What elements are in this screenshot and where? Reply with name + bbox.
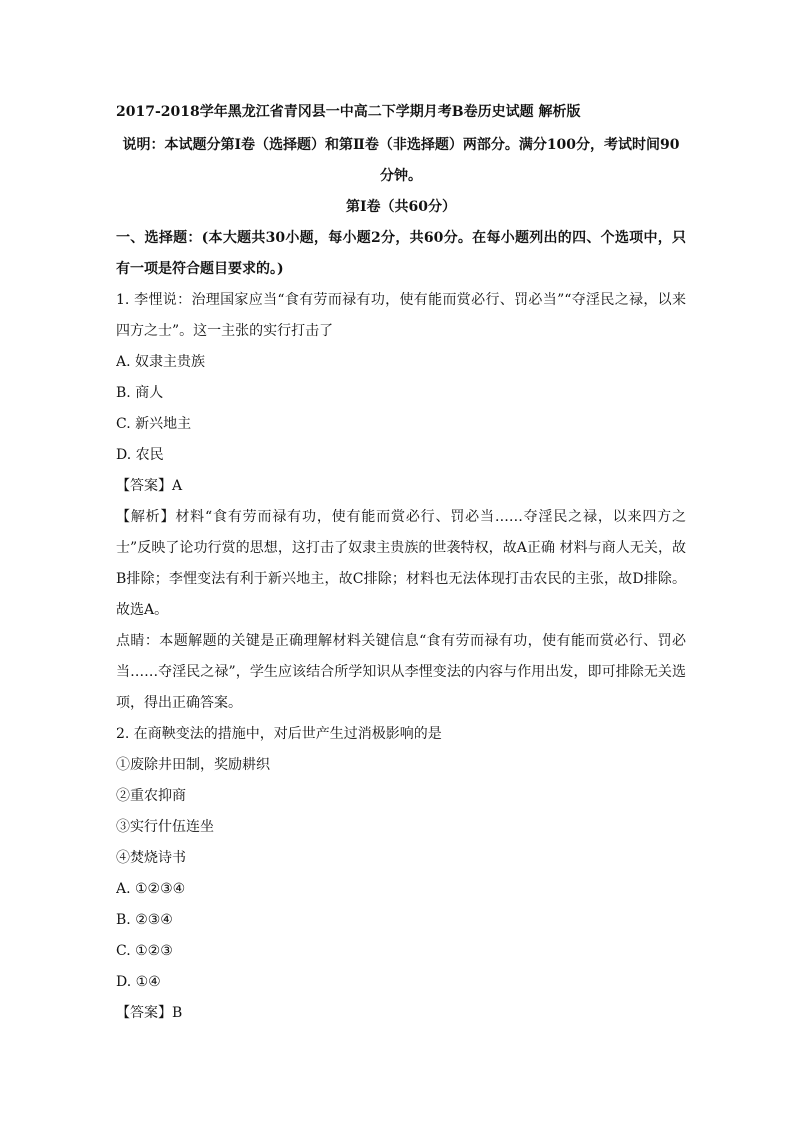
statement-3: ③实行什伍连坐 — [116, 819, 214, 835]
question-stem: 2. 在商鞅变法的措施中，对后世产生过消极影响的是 — [116, 726, 442, 742]
option-d: D. ①④ — [116, 974, 161, 990]
tip-text: 点睛：本题解题的关键是正确理解材料关键信息“食有劳而禄有功，使有能而赏必行、罚必当……夺淫民之禄”，学生应该结合所学知识从李悝变法的内容与作用出发，即可排除无关选项，得出正确答案。 — [116, 633, 686, 711]
document-title: 2017-2018学年黑龙江省青冈县一中高二下学期月考B卷历史试题 解析版 — [116, 104, 581, 120]
statement-4: ④焚烧诗书 — [116, 850, 186, 866]
exam-instructions: 说明：本试题分第Ⅰ卷（选择题）和第Ⅱ卷（非选择题）两部分。满分100分，考试时间90分钟。 — [122, 137, 680, 184]
option-b: B. ②③④ — [116, 912, 173, 928]
question-stem: 1. 李悝说：治理国家应当“食有劳而禄有功，使有能而赏必行、罚必当”“夺淫民之禄，以来四方之士”。这一主张的实行打击了 — [116, 292, 686, 339]
question-1 — [116, 285, 686, 719]
option-d: D. 农民 — [116, 447, 164, 463]
option-b: B. 商人 — [116, 385, 164, 401]
analysis-text: 【解析】材料“食有劳而禄有功，使有能而赏必行、罚必当……夺淫民之禄，以来四方之士”反映了论功行赏的思想，这打击了奴隶主贵族的世袭特权，故A正确 材料与商人无关，故B排除；李悝变法有利于新兴地主，故C排除；材料也无法体现打击农民的主张，故D排除。故选A。 — [116, 509, 686, 618]
section-title: 第Ⅰ卷（共60分） — [345, 199, 457, 215]
option-a: A. ①②③④ — [116, 881, 186, 897]
option-a: A. 奴隶主贵族 — [116, 354, 206, 370]
statement-1: ①废除井田制，奖励耕织 — [116, 757, 270, 773]
answer-label: 【答案】B — [116, 1005, 183, 1021]
part-one-header: 一、选择题：(本大题共30小题，每小题2分，共60分。在每小题列出的四、个选项中，只有一项是符合题目要求的。) — [116, 230, 686, 277]
document-content — [116, 100, 686, 1029]
answer-label: 【答案】A — [116, 478, 183, 494]
statement-2: ②重农抑商 — [116, 788, 186, 804]
option-c: C. ①②③ — [116, 943, 173, 959]
option-c: C. 新兴地主 — [116, 416, 192, 432]
question-2 — [116, 719, 686, 1029]
